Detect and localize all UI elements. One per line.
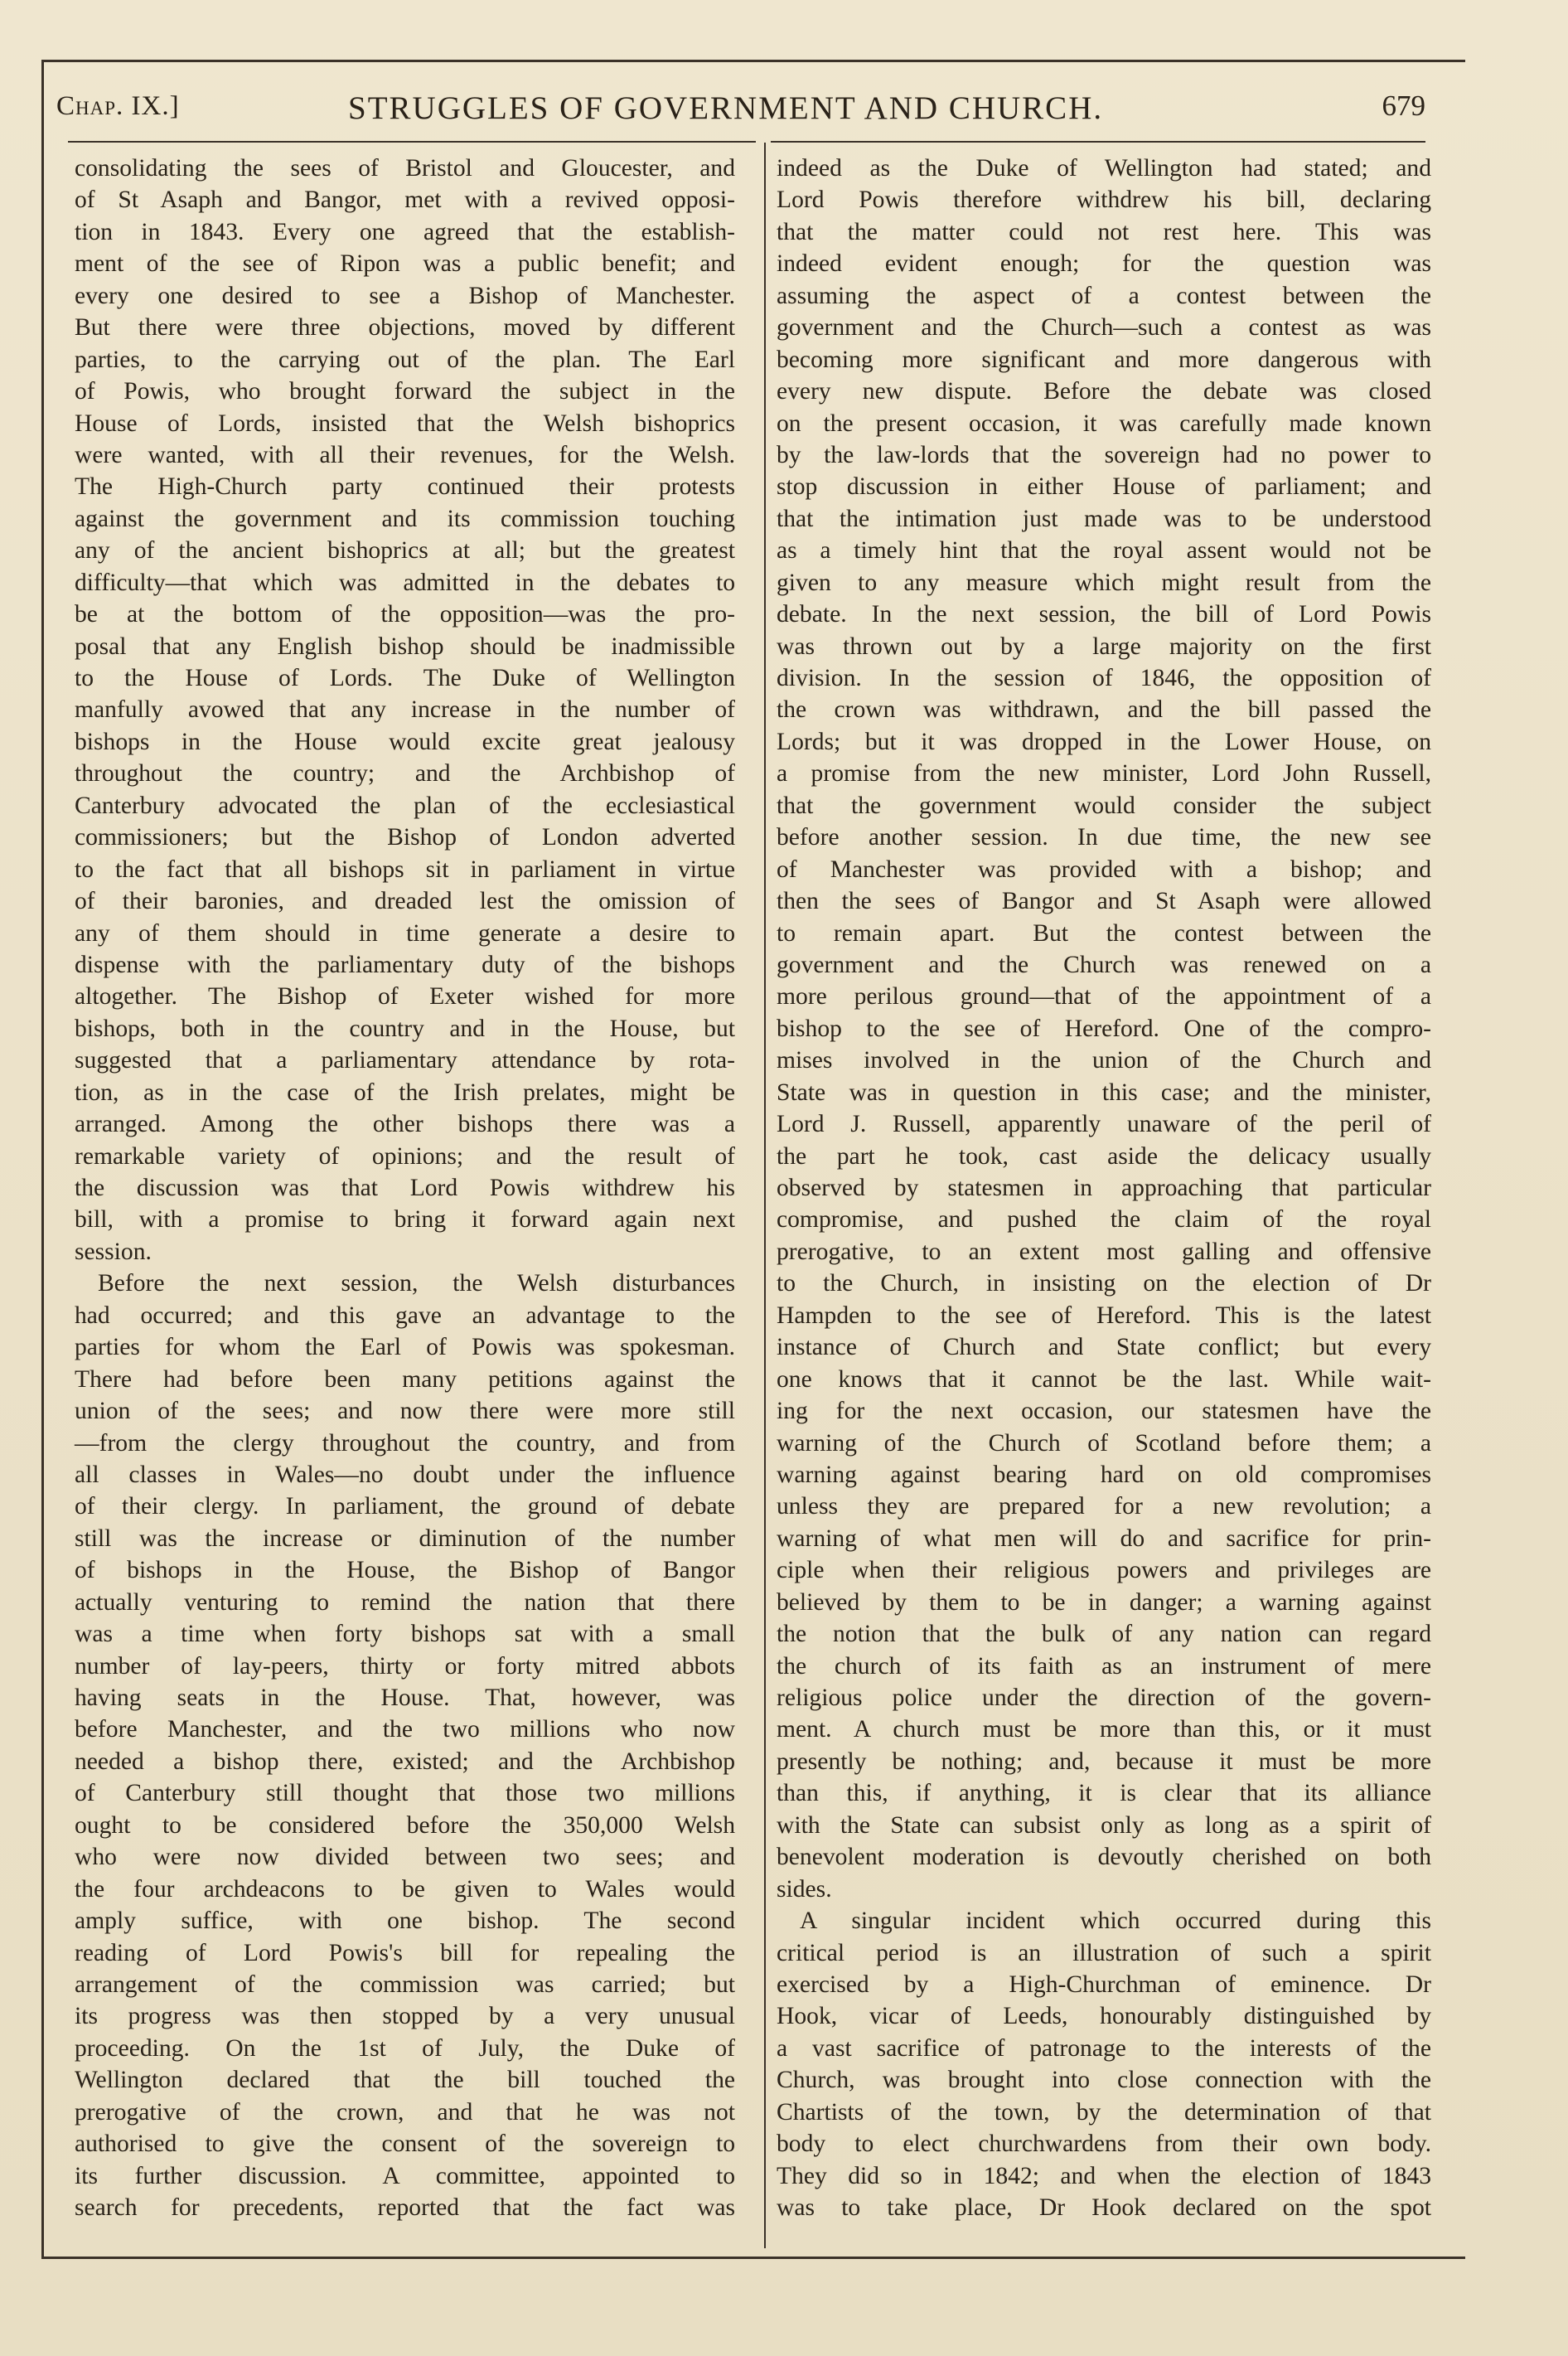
text-line: was a time when forty bishops sat with a small xyxy=(75,1621,735,1648)
text-line: —from the clergy throughout the country, and from xyxy=(75,1429,735,1457)
text-line: suggested that a parliamentary attendance by rota- xyxy=(75,1047,735,1074)
text-line: critical period is an illustration of such a spirit xyxy=(777,1939,1431,1966)
text-line: The High-Church party continued their protests xyxy=(75,473,735,501)
text-line: session. xyxy=(75,1238,152,1265)
text-line: observed by statesmen in approaching that particular xyxy=(777,1175,1431,1201)
text-line: mises involved in the union of the Church and xyxy=(777,1047,1431,1074)
text-line: union of the sees; and now there were more still xyxy=(75,1398,735,1425)
text-line: arranged. Among the other bishops there was a xyxy=(75,1111,735,1138)
text-line: actually venturing to remind the nation that there xyxy=(75,1588,735,1616)
text-line: proceeding. On the 1st of July, the Duke of xyxy=(75,2034,735,2062)
text-line: by the law-lords that the sovereign had no power to xyxy=(777,441,1431,468)
text-line: needed a bishop there, existed; and the Archbishop xyxy=(75,1748,735,1775)
text-line: Hook, vicar of Leeds, honourably distinguished by xyxy=(777,2003,1431,2030)
text-line: bishop to the see of Hereford. One of the compro- xyxy=(777,1015,1431,1042)
text-line: compromise, and pushed the claim of the royal xyxy=(777,1206,1431,1234)
text-line: who were now divided between two sees; and xyxy=(75,1844,735,1871)
text-line: becoming more significant and more dangerous with xyxy=(777,346,1431,373)
header-rule-right xyxy=(771,141,1425,143)
text-line: that the intimation just made was to be understood xyxy=(777,505,1431,532)
text-line: than this, if anything, it is clear that its alliance xyxy=(777,1780,1431,1807)
text-line: Lords; but it was dropped in the Lower House, on xyxy=(777,728,1431,755)
text-line: commissioners; but the Bishop of London adverted xyxy=(75,824,735,851)
text-line: having seats in the House. That, however, was xyxy=(75,1685,735,1711)
text-line: of Manchester was provided with a bishop; and xyxy=(777,856,1431,883)
text-line: to the fact that all bishops sit in parliament in virtue xyxy=(75,856,735,883)
text-line: as a timely hint that the royal assent would not be xyxy=(777,537,1431,565)
text-line: Church, was brought into close connection with the xyxy=(777,2067,1431,2094)
text-line: before another session. In due time, the new see xyxy=(777,824,1431,851)
text-line: division. In the session of 1846, the opposition of xyxy=(777,665,1431,691)
top-border-rule xyxy=(41,60,1465,62)
text-line: its further discussion. A committee, appointed to xyxy=(75,2162,735,2189)
text-line: before Manchester, and the two millions who now xyxy=(75,1716,735,1743)
text-line: posal that any English bishop should be inadmissible xyxy=(75,633,735,660)
text-line: They did so in 1842; and when the election of 1843 xyxy=(777,2162,1431,2189)
text-line: tion, as in the case of the Irish prelates, might be xyxy=(75,1079,735,1106)
text-line: debate. In the next session, the bill of Lord Powis xyxy=(777,601,1431,628)
text-line: more perilous ground—that of the appointment of a xyxy=(777,983,1431,1011)
text-line: assuming the aspect of a contest between the xyxy=(777,282,1431,309)
text-line: the part he took, cast aside the delicacy usually xyxy=(777,1142,1431,1170)
text-line: religious police under the direction of the govern- xyxy=(777,1685,1431,1711)
text-line: any of them should in time generate a desire to xyxy=(75,919,735,947)
column-divider xyxy=(764,143,766,2248)
left-border-rule xyxy=(41,60,44,2259)
text-line: remarkable variety of opinions; and the result of xyxy=(75,1142,735,1170)
text-line: to remain apart. But the contest between the xyxy=(777,919,1431,947)
text-line: prerogative, to an extent most galling and offensive xyxy=(777,1238,1431,1265)
text-line: of bishops in the House, the Bishop of Bangor xyxy=(75,1557,735,1584)
text-line: against the government and its commission touching xyxy=(75,505,735,532)
text-line: of their baronies, and dreaded lest the omission of xyxy=(75,888,735,915)
text-line: ciple when their religious powers and privileges are xyxy=(777,1557,1431,1584)
text-line: the four archdeacons to be given to Wales would xyxy=(75,1875,735,1903)
text-line: number of lay-peers, thirty or forty mitred abbots xyxy=(75,1652,735,1680)
text-line: benevolent moderation is devoutly cherished on both xyxy=(777,1844,1431,1871)
text-line: of St Asaph and Bangor, met with a revived opposi- xyxy=(75,187,735,214)
running-title: STRUGGLES OF GOVERNMENT AND CHURCH. xyxy=(348,90,1104,126)
text-line: Canterbury advocated the plan of the ecclesiastical xyxy=(75,792,735,819)
text-line: a promise from the new minister, Lord John Russell, xyxy=(777,760,1431,788)
text-line: ment of the see of Ripon was a public benefit; and xyxy=(75,250,735,278)
text-line: authorised to give the consent of the sovereign to xyxy=(75,2131,735,2158)
bottom-border-rule xyxy=(41,2257,1465,2259)
text-line: was to take place, Dr Hook declared on the spot xyxy=(777,2194,1431,2221)
text-line: Wellington declared that the bill touched the xyxy=(75,2067,735,2094)
text-line: State was in question in this case; and the minister, xyxy=(777,1079,1431,1106)
text-line: then the sees of Bangor and St Asaph were allowed xyxy=(777,888,1431,915)
text-line: believed by them to be in danger; a warning against xyxy=(777,1588,1431,1616)
text-line: arrangement of the commission was carried; but xyxy=(75,1971,735,1998)
text-line: A singular incident which occurred during this xyxy=(800,1908,1431,1935)
text-line: exercised by a High-Churchman of eminence. Dr xyxy=(777,1971,1431,1998)
text-line: be at the bottom of the opposition—was the pro- xyxy=(75,601,735,628)
text-line: one knows that it cannot be the last. While wait- xyxy=(777,1365,1431,1393)
text-line: altogether. The Bishop of Exeter wished for more xyxy=(75,983,735,1011)
text-line: that the matter could not rest here. This was xyxy=(777,218,1431,245)
text-line: parties for whom the Earl of Powis was spokesman. xyxy=(75,1334,735,1361)
text-line: instance of Church and State conflict; but every xyxy=(777,1334,1431,1361)
text-line: the notion that the bulk of any nation can regard xyxy=(777,1621,1431,1648)
text-line: all classes in Wales—no doubt under the influence xyxy=(75,1461,735,1488)
text-line: every one desired to see a Bishop of Manchester. xyxy=(75,282,735,309)
text-line: dispense with the parliamentary duty of the bishops xyxy=(75,951,735,978)
text-line: ing for the next occasion, our statesmen have the xyxy=(777,1398,1431,1425)
text-line: There had before been many petitions against the xyxy=(75,1365,735,1393)
text-line: House of Lords, insisted that the Welsh bishoprics xyxy=(75,410,735,437)
text-line: Hampden to the see of Hereford. This is the latest xyxy=(777,1302,1431,1329)
text-line: its progress was then stopped by a very unusual xyxy=(75,2003,735,2030)
text-line: Before the next session, the Welsh disturbances xyxy=(98,1270,735,1297)
left-text-column xyxy=(75,153,735,2223)
text-line: warning of what men will do and sacrifice for prin- xyxy=(777,1525,1431,1552)
text-line: the crown was withdrawn, and the bill passed the xyxy=(777,696,1431,724)
text-line: amply suffice, with one bishop. The second xyxy=(75,1908,735,1935)
text-line: warning of the Church of Scotland before them; a xyxy=(777,1429,1431,1457)
text-line: indeed evident enough; for the question was xyxy=(777,250,1431,278)
text-line: government and the Church—such a contest as was xyxy=(777,314,1431,342)
text-line: government and the Church was renewed on a xyxy=(777,951,1431,978)
text-line: a vast sacrifice of patronage to the interests of the xyxy=(777,2034,1431,2062)
text-line: every new dispute. Before the debate was closed xyxy=(777,378,1431,405)
text-line: on the present occasion, it was carefully made known xyxy=(777,410,1431,437)
text-line: was thrown out by a large majority on the first xyxy=(777,633,1431,660)
text-line: bishops in the House would excite great jealousy xyxy=(75,728,735,755)
text-line: to the Church, in insisting on the election of Dr xyxy=(777,1270,1431,1297)
text-line: of Powis, who brought forward the subject in the xyxy=(75,378,735,405)
text-line: bill, with a promise to bring it forward again next xyxy=(75,1206,735,1234)
text-line: sides. xyxy=(777,1875,832,1903)
text-line: given to any measure which might result from the xyxy=(777,569,1431,596)
text-line: Lord Powis therefore withdrew his bill, declaring xyxy=(777,187,1431,214)
text-line: tion in 1843. Every one agreed that the establish- xyxy=(75,218,735,245)
text-line: presently be nothing; and, because it must be more xyxy=(777,1748,1431,1775)
running-header xyxy=(50,86,1425,136)
text-line: the church of its faith as an instrument of mere xyxy=(777,1652,1431,1680)
text-line: warning against bearing hard on old compromises xyxy=(777,1461,1431,1488)
text-line: bishops, both in the country and in the House, but xyxy=(75,1015,735,1042)
page-number: 679 xyxy=(1382,90,1425,122)
text-line: still was the increase or diminution of the number xyxy=(75,1525,735,1552)
text-line: indeed as the Duke of Wellington had stated; and xyxy=(777,155,1431,182)
text-line: But there were three objections, moved by different xyxy=(75,314,735,342)
text-line: Chartists of the town, by the determination of that xyxy=(777,2098,1431,2126)
text-line: of their clergy. In parliament, the ground of debate xyxy=(75,1493,735,1520)
text-line: consolidating the sees of Bristol and Gloucester, and xyxy=(75,155,735,182)
right-text-column xyxy=(777,153,1431,2223)
text-line: with the State can subsist only as long as a spirit of xyxy=(777,1811,1431,1839)
text-line: were wanted, with all their revenues, for the Welsh. xyxy=(75,441,735,468)
text-line: Lord J. Russell, apparently unaware of the peril of xyxy=(777,1111,1431,1138)
text-line: prerogative of the crown, and that he was not xyxy=(75,2098,735,2126)
text-line: difficulty—that which was admitted in the debates to xyxy=(75,569,735,596)
text-line: of Canterbury still thought that those two millions xyxy=(75,1780,735,1807)
text-line: to the House of Lords. The Duke of Wellington xyxy=(75,665,735,691)
text-line: ment. A church must be more than this, or it must xyxy=(777,1716,1431,1743)
text-line: had occurred; and this gave an advantage to the xyxy=(75,1302,735,1329)
text-line: that the government would consider the subject xyxy=(777,792,1431,819)
chapter-label: Chap. IX.] xyxy=(56,91,180,121)
text-line: any of the ancient bishoprics at all; but the greatest xyxy=(75,537,735,565)
text-line: parties, to the carrying out of the plan. The Earl xyxy=(75,346,735,373)
text-line: search for precedents, reported that the fact was xyxy=(75,2194,735,2221)
text-line: manfully avowed that any increase in the number of xyxy=(75,696,735,724)
text-line: the discussion was that Lord Powis withdrew his xyxy=(75,1175,735,1201)
text-line: throughout the country; and the Archbishop of xyxy=(75,760,735,788)
text-line: stop discussion in either House of parliament; and xyxy=(777,473,1431,501)
text-line: body to elect churchwardens from their own body. xyxy=(777,2131,1431,2158)
text-line: ought to be considered before the 350,000 Welsh xyxy=(75,1811,735,1839)
header-rule-left xyxy=(68,141,756,143)
text-line: unless they are prepared for a new revolution; a xyxy=(777,1493,1431,1520)
text-line: reading of Lord Powis's bill for repealing the xyxy=(75,1939,735,1966)
